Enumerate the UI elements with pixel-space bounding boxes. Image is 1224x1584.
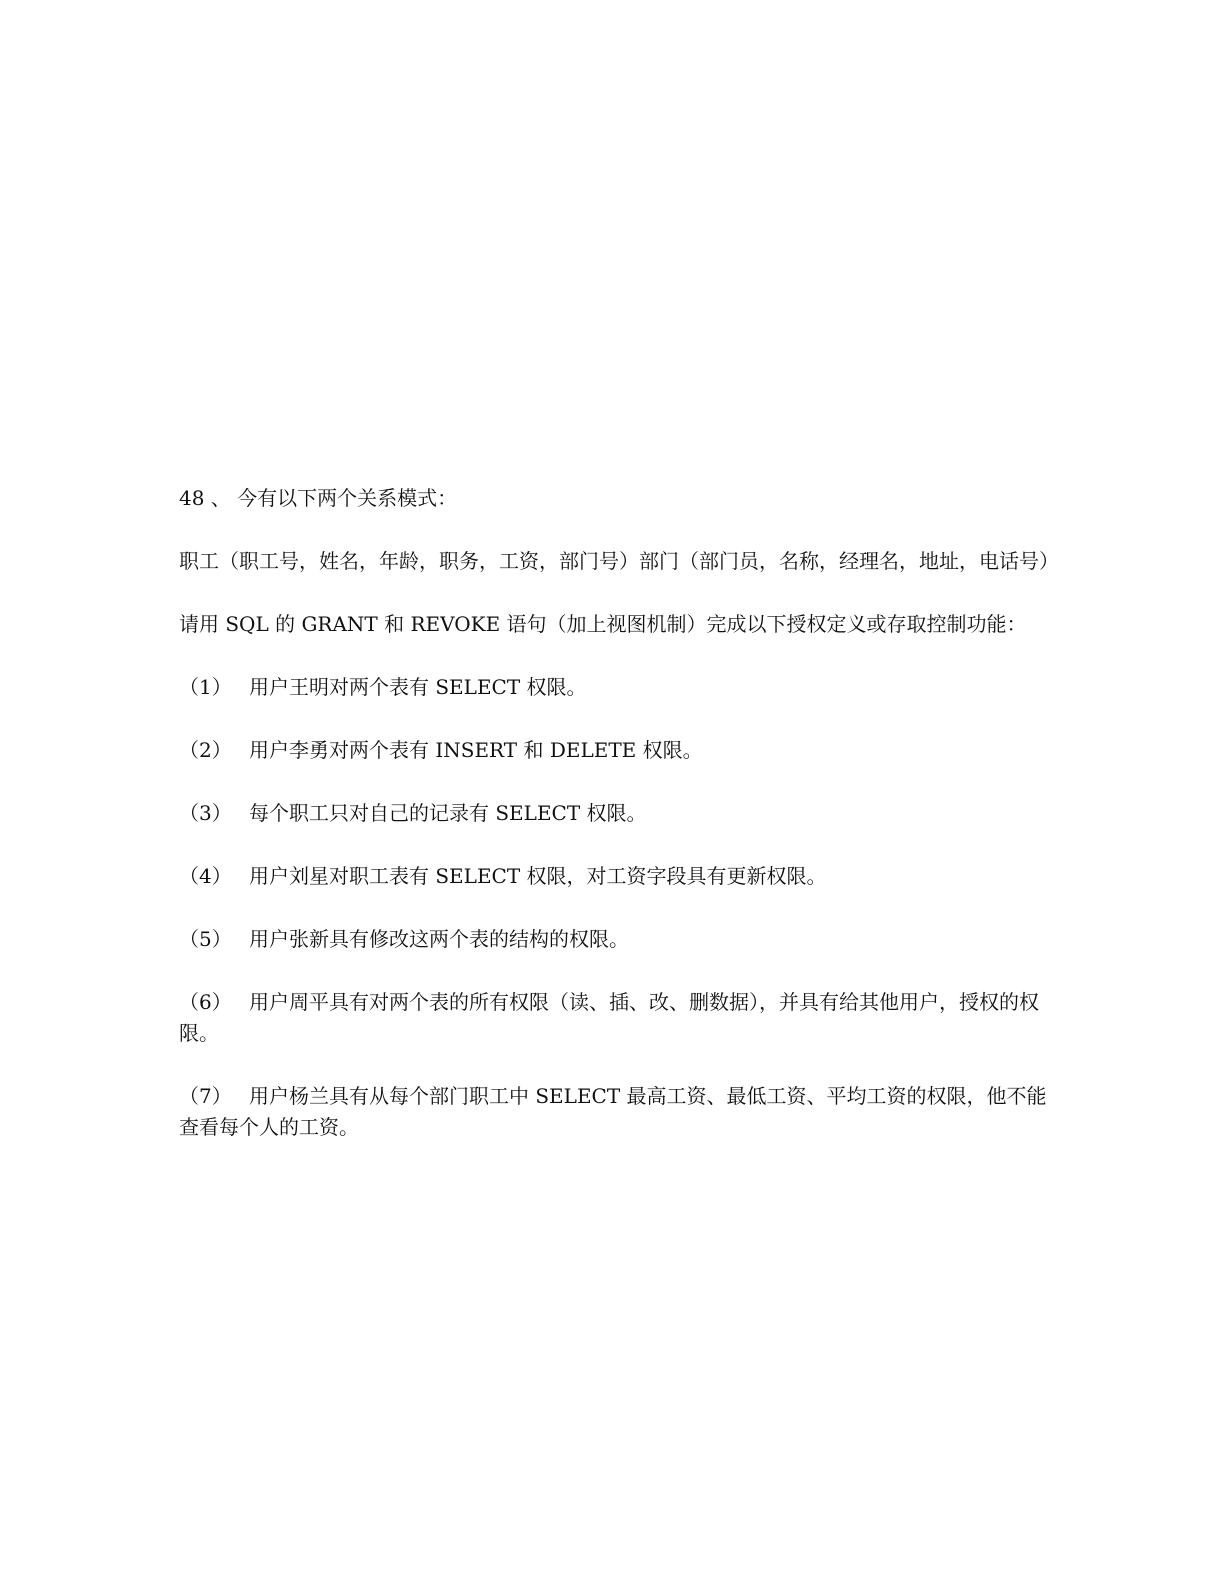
list-item (179, 987, 1059, 1049)
item-number: （1） (179, 675, 232, 699)
question-heading: 48 、 今有以下两个关系模式： (179, 486, 458, 510)
list-item (179, 1081, 1059, 1143)
item-text: 用户李勇对两个表有 INSERT 和 DELETE 权限。 (249, 738, 703, 762)
item-number: （3） (179, 801, 232, 825)
list-item (179, 924, 1059, 955)
item-text: 用户张新具有修改这两个表的结构的权限。 (249, 927, 629, 951)
item-text: 用户刘星对职工表有 SELECT 权限，对工资字段具有更新权限。 (249, 864, 827, 888)
item-number: （6） (179, 990, 232, 1014)
list-item (179, 798, 1059, 829)
item-number: （2） (179, 738, 232, 762)
document-body (179, 483, 1059, 1175)
item-text: 每个职工只对自己的记录有 SELECT 权限。 (249, 801, 647, 825)
item-number: （5） (179, 927, 232, 951)
list-item (179, 735, 1059, 766)
item-text: 用户王明对两个表有 SELECT 权限。 (249, 675, 587, 699)
item-text: 用户周平具有对两个表的所有权限（读、插、改、删数据），并具有给其他用户，授权的权限。 (179, 990, 1039, 1045)
item-number: （4） (179, 864, 232, 888)
list-item (179, 672, 1059, 703)
item-number: （7） (179, 1084, 232, 1108)
item-text: 用户杨兰具有从每个部门职工中 SELECT 最高工资、最低工资、平均工资的权限，他不能查看每个人的工资。 (179, 1084, 1047, 1139)
instruction-text: 请用 SQL 的 GRANT 和 REVOKE 语句（加上视图机制）完成以下授权定义或存取控制功能： (179, 612, 1027, 636)
schema-text: 职工（职工号，姓名，年龄，职务，工资，部门号）部门（部门员，名称，经理名，地址，电话号） (179, 549, 1059, 573)
list-item (179, 861, 1059, 892)
